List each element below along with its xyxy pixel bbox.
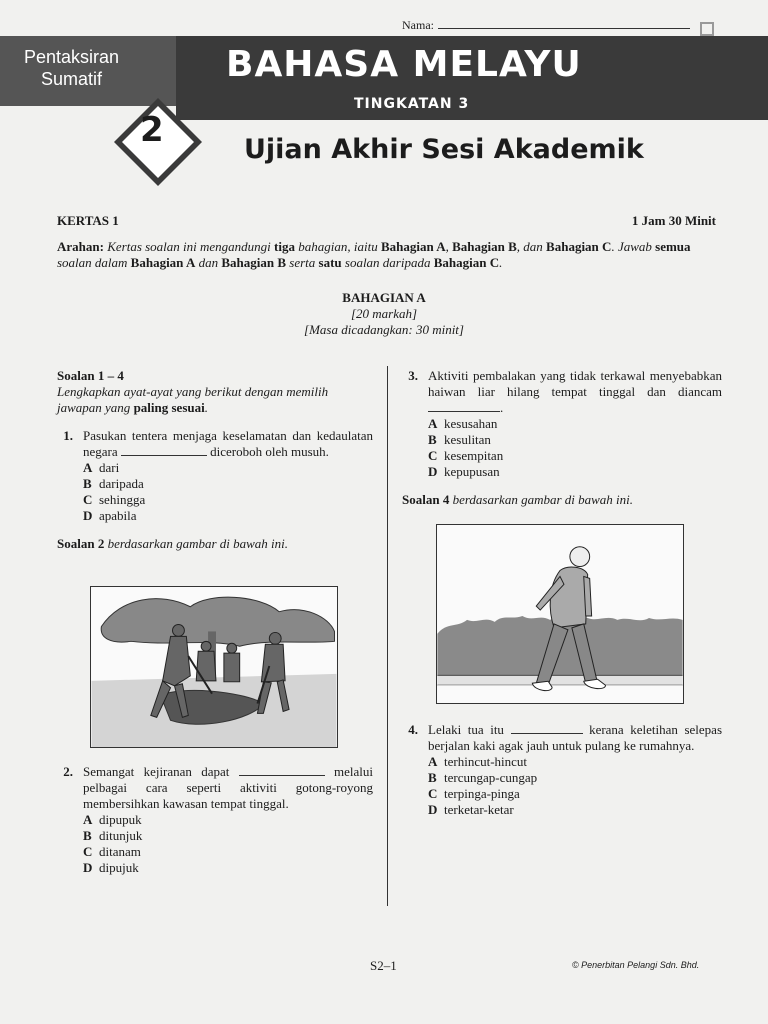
option-letter: D xyxy=(83,860,93,875)
instruction-text: Kertas soalan ini mengandungi xyxy=(107,239,275,254)
option-letter: B xyxy=(83,828,92,843)
instruction-text: dan xyxy=(195,255,222,270)
q2-text: berdasarkan gambar di bawah ini. xyxy=(104,536,289,551)
question-text-a: Pasukan tentera menjaga keselamatan dan kedaulatan negara xyxy=(83,428,373,459)
option-text: kesusahan xyxy=(444,416,498,431)
option-c[interactable] xyxy=(83,844,373,860)
instruction-text: semua xyxy=(655,239,691,254)
question-3 xyxy=(402,368,722,480)
question-text xyxy=(83,764,373,876)
question-text xyxy=(428,368,722,480)
q1-4-emphasis: paling sesuai xyxy=(133,400,205,415)
instruction-text: . Jawab xyxy=(611,239,656,254)
right-column xyxy=(402,368,722,508)
name-label: Nama: xyxy=(402,18,434,32)
section-marks: [20 markah] xyxy=(350,306,418,321)
series-line-1: Pentaksiran xyxy=(24,47,120,67)
name-line[interactable] xyxy=(438,19,690,29)
gotong-royong-picture xyxy=(90,586,338,748)
option-d[interactable] xyxy=(428,464,722,480)
question-text xyxy=(428,722,722,818)
instruction-text: , xyxy=(445,239,453,254)
option-letter: B xyxy=(83,476,92,491)
option-text: kepupusan xyxy=(444,464,500,479)
question-text-b: melalui pelbagai cara seperti aktiviti gotong-royong membersihkan kawasan tempat tinggal. xyxy=(83,764,374,811)
question-text-b: diceroboh oleh musuh. xyxy=(210,444,329,459)
question-text-b: . xyxy=(500,400,504,415)
answer-blank[interactable] xyxy=(428,401,500,412)
option-letter: B xyxy=(428,432,437,447)
question-text xyxy=(83,428,373,524)
option-b[interactable] xyxy=(428,432,722,448)
question-1 xyxy=(57,428,373,524)
option-text: terhincut-hincut xyxy=(444,754,528,769)
assessment-number: 2 xyxy=(140,110,164,150)
question-number: 2. xyxy=(63,764,73,779)
column-divider xyxy=(387,366,388,906)
instruction-text: . xyxy=(499,255,503,270)
option-letter: D xyxy=(428,464,438,479)
instruction-text: soalan dalam xyxy=(57,255,131,270)
q1-4-heading: Soalan 1 – 4 xyxy=(57,368,124,383)
left-column xyxy=(57,368,373,552)
option-letter: A xyxy=(428,754,438,769)
option-letter: C xyxy=(83,492,93,507)
option-a[interactable] xyxy=(428,754,722,770)
option-text: sehingga xyxy=(99,492,146,507)
option-text: apabila xyxy=(99,508,137,523)
option-text: ditunjuk xyxy=(99,828,143,843)
instruction-text: Bahagian B xyxy=(221,255,287,270)
grade-label: TINGKATAN 3 xyxy=(354,96,470,112)
instruction-text: soalan daripada xyxy=(341,255,434,270)
option-c[interactable] xyxy=(83,492,373,508)
option-text: daripada xyxy=(99,476,144,491)
option-letter: B xyxy=(428,770,437,785)
option-letter: A xyxy=(83,460,93,475)
question-number: 3. xyxy=(408,368,418,383)
option-letter: A xyxy=(83,812,93,827)
paper-duration: 1 Jam 30 Minit xyxy=(631,213,716,228)
instruction-text: tiga xyxy=(274,239,295,254)
question-text-b: kerana keletihan selepas berjalan kaki agak jauh untuk pulang ke rumahnya. xyxy=(428,722,723,753)
option-b[interactable] xyxy=(83,828,373,844)
question-number: 4. xyxy=(408,722,418,737)
publisher-copyright: © Penerbitan Pelangi Sdn. Bhd. xyxy=(572,960,700,970)
answer-blank[interactable] xyxy=(239,765,325,776)
question-text-a: Semangat kejiranan dapat xyxy=(83,764,230,779)
subject-title: BAHASA MELAYU xyxy=(226,44,582,85)
exam-title: Ujian Akhir Sesi Akademik xyxy=(244,134,644,165)
option-letter: C xyxy=(428,448,438,463)
section-time: [Masa dicadangkan: 30 minit] xyxy=(304,322,464,337)
page-number: S2–1 xyxy=(370,958,397,973)
instruction-text: satu xyxy=(318,255,342,270)
option-text: kesempitan xyxy=(444,448,504,463)
right-column-lower xyxy=(402,722,722,818)
instruction-label: Arahan: xyxy=(57,239,104,254)
option-text: ditanam xyxy=(99,844,141,859)
option-text: terketar-ketar xyxy=(444,802,514,817)
option-a[interactable] xyxy=(83,460,373,476)
option-a[interactable] xyxy=(83,812,373,828)
question-text-a: Aktiviti pembalakan yang tidak terkawal menyebabkan haiwan liar hilang tempat tinggal dan diancam xyxy=(428,368,722,399)
option-d[interactable] xyxy=(83,508,373,524)
option-letter: C xyxy=(428,786,438,801)
q4-instruction xyxy=(402,492,722,508)
q4-heading: Soalan 4 xyxy=(402,492,450,507)
q1-4-text: . xyxy=(204,400,208,415)
option-c[interactable] xyxy=(428,448,722,464)
question-text-a: Lelaki tua itu xyxy=(428,722,504,737)
answer-blank[interactable] xyxy=(121,445,207,456)
instruction-text: , dan xyxy=(516,239,547,254)
instruction-text: Bahagian A xyxy=(380,239,446,254)
option-a[interactable] xyxy=(428,416,722,432)
instruction-text: Bahagian B xyxy=(452,239,517,254)
option-d[interactable] xyxy=(428,802,722,818)
option-letter: C xyxy=(83,844,93,859)
option-text: dipujuk xyxy=(99,860,139,875)
series-line-2: Sumatif xyxy=(41,69,103,89)
instructions xyxy=(57,239,717,271)
option-text: dipupuk xyxy=(99,812,142,827)
option-letter: D xyxy=(83,508,93,523)
question-4 xyxy=(402,722,722,818)
paper-name: KERTAS 1 xyxy=(57,213,119,228)
q1-4-instruction xyxy=(57,384,373,416)
instruction-text: serta xyxy=(286,255,319,270)
option-text: kesulitan xyxy=(444,432,491,447)
question-number: 1. xyxy=(63,428,73,443)
option-c[interactable] xyxy=(428,786,722,802)
option-letter: A xyxy=(428,416,438,431)
option-text: tercungap-cungap xyxy=(444,770,538,785)
q4-text: berdasarkan gambar di bawah ini. xyxy=(449,492,634,507)
instruction-text: bahagian, iaitu xyxy=(295,239,381,254)
option-text: dari xyxy=(99,460,120,475)
option-b[interactable] xyxy=(428,770,722,786)
instruction-text: Bahagian C xyxy=(433,255,500,270)
series-label xyxy=(24,46,119,90)
question-2 xyxy=(57,764,373,876)
section-title: BAHAGIAN A xyxy=(342,290,426,305)
q2-heading: Soalan 2 xyxy=(57,536,105,551)
option-letter: D xyxy=(428,802,438,817)
option-b[interactable] xyxy=(83,476,373,492)
q1-4-text: Lengkapkan ayat-ayat yang berikut dengan memilih jawapan yang xyxy=(57,384,329,415)
answer-blank[interactable] xyxy=(511,723,583,734)
old-man-walking-picture xyxy=(436,524,684,704)
instruction-text: Bahagian C xyxy=(546,239,612,254)
left-column-lower xyxy=(57,764,373,876)
option-d[interactable] xyxy=(83,860,373,876)
instruction-text: Bahagian A xyxy=(130,255,196,270)
option-text: terpinga-pinga xyxy=(444,786,520,801)
corner-mark xyxy=(700,22,714,36)
q2-instruction xyxy=(57,536,373,552)
name-field-label xyxy=(402,18,690,33)
